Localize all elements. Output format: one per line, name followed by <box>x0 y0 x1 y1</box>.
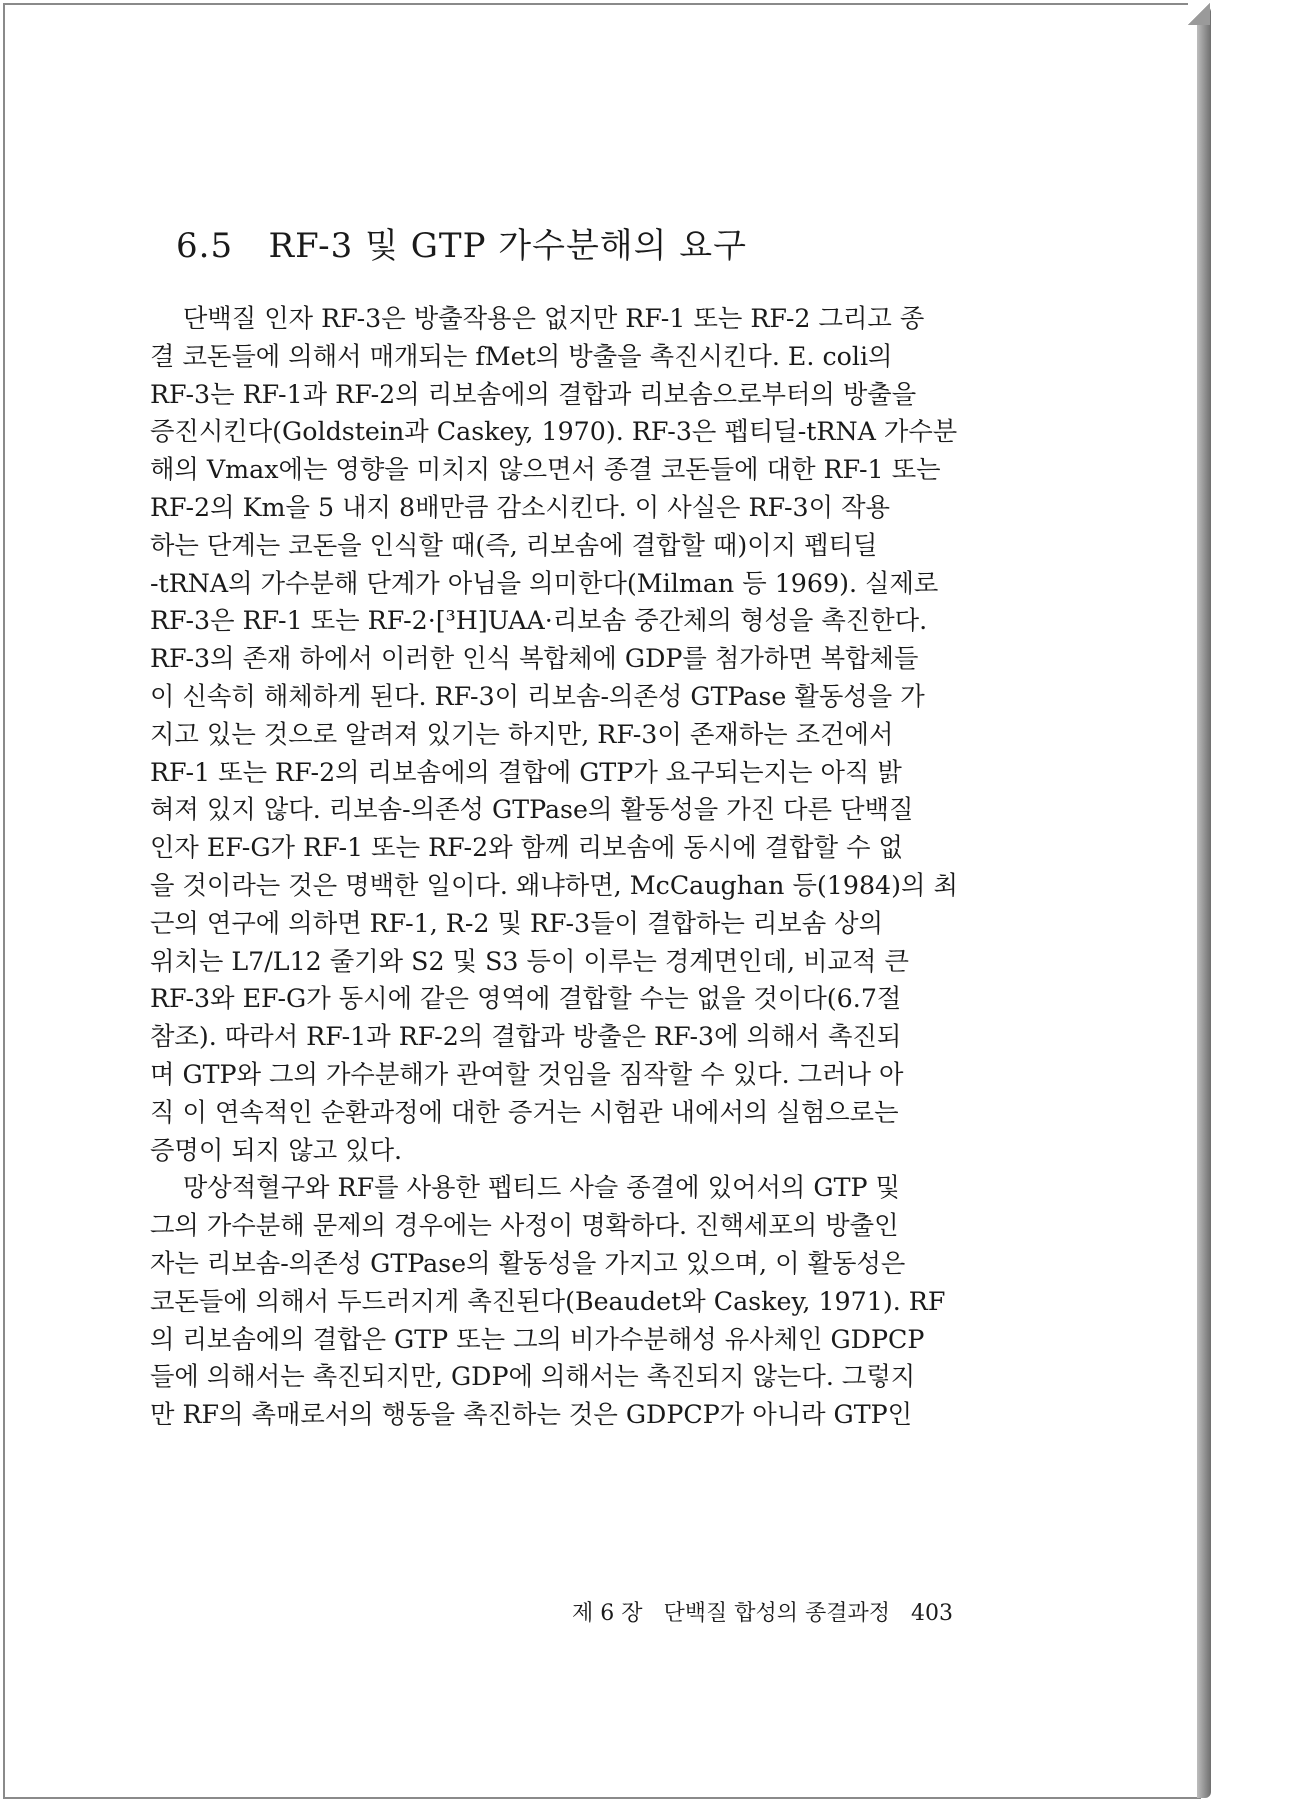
body-text <box>150 300 1025 1434</box>
text-line: 들에 의해서는 촉진되지만, GDP에 의해서는 촉진되지 않는다. 그렇지 <box>150 1362 916 1392</box>
text-line: 만 RF의 촉매로서의 행동을 촉진하는 것은 GDPCP가 아니라 GTP인 <box>150 1400 913 1430</box>
text-line: 결 코돈들에 의해서 매개되는 fMet의 방출을 촉진시킨다. E. coli의 <box>150 341 893 371</box>
text-line: 직 이 연속적인 순환과정에 대한 증거는 시험관 내에서의 실험으로는 <box>150 1097 899 1127</box>
section-number: 6.5 <box>176 226 234 266</box>
page-footer <box>572 1596 967 1627</box>
text-line: -tRNA의 가수분해 단계가 아님을 의미한다(Milman 등 1969). 실제로 <box>150 568 939 598</box>
text-line: 며 GTP와 그의 가수분해가 관여할 것임을 짐작할 수 있다. 그러나 아 <box>150 1059 904 1089</box>
page-edge <box>1197 6 1211 1798</box>
text-line: 코돈들에 의해서 두드러지게 촉진된다(Beaudet와 Caskey, 1971). RF <box>150 1286 946 1316</box>
section-heading <box>176 218 747 267</box>
text-line: 그의 가수분해 문제의 경우에는 사정이 명확하다. 진핵세포의 방출인 <box>150 1211 899 1241</box>
text-line: 증명이 되지 않고 있다. <box>150 1135 403 1165</box>
text-line: 해의 Vmax에는 영향을 미치지 않으면서 종결 코돈들에 대한 RF-1 또는 <box>150 455 941 485</box>
text-line: 지고 있는 것으로 알려져 있기는 하지만, RF-3이 존재하는 조건에서 <box>150 719 894 749</box>
page-number: 403 <box>911 1601 954 1626</box>
page-corner <box>1188 3 1210 25</box>
text-line: 참조). 따라서 RF-1과 RF-2의 결합과 방출은 RF-3에 의해서 촉진되 <box>150 1022 902 1052</box>
chapter-title: 단백질 합성의 종결과정 <box>663 1601 891 1626</box>
text-line: 위치는 L7/L12 줄기와 S2 및 S3 등이 이루는 경계면인데, 비교적 큰 <box>150 946 909 976</box>
text-line: 자는 리보솜-의존성 GTPase의 활동성을 가지고 있으며, 이 활동성은 <box>150 1248 906 1278</box>
text-line: RF-3와 EF-G가 동시에 같은 영역에 결합할 수는 없을 것이다(6.7절 <box>150 984 902 1014</box>
text-line: 망상적혈구와 RF를 사용한 펩티드 사슬 종결에 있어서의 GTP 및 <box>182 1173 900 1203</box>
text-line: RF-2의 Km을 5 내지 8배만큼 감소시킨다. 이 사실은 RF-3이 작용 <box>150 492 890 522</box>
text-line: 단백질 인자 RF-3은 방출작용은 없지만 RF-1 또는 RF-2 그리고 종 <box>182 304 925 333</box>
text-line: 증진시킨다(Goldstein과 Caskey, 1970). RF-3은 펩티딜-tRNA 가수분 <box>150 417 958 447</box>
section-title: RF-3 및 GTP 가수분해의 요구 <box>268 226 747 266</box>
text-line: 이 신속히 해체하게 된다. RF-3이 리보솜-의존성 GTPase 활동성을 가 <box>150 681 925 711</box>
text-line: RF-3의 존재 하에서 이러한 인식 복합체에 GDP를 첨가하면 복합체들 <box>150 644 919 674</box>
text-line: RF-1 또는 RF-2의 리보솜에의 결합에 GTP가 요구되는지는 아직 밝 <box>150 757 902 787</box>
chapter-label: 제 6 장 <box>572 1601 643 1626</box>
text-line: 혀져 있지 않다. 리보솜-의존성 GTPase의 활동성을 가진 다른 단백질 <box>150 795 914 825</box>
text-line: 의 리보솜에의 결합은 GTP 또는 그의 비가수분해성 유사체인 GDPCP <box>150 1324 925 1354</box>
text-line: 인자 EF-G가 RF-1 또는 RF-2와 함께 리보솜에 동시에 결합할 수 없 <box>150 833 903 863</box>
text-line: 을 것이라는 것은 명백한 일이다. 왜냐하면, McCaughan 등(1984)의 최 <box>150 870 958 900</box>
text-line: 근의 연구에 의하면 RF-1, R-2 및 RF-3들이 결합하는 리보솜 상의 <box>150 908 884 938</box>
text-line: RF-3은 RF-1 또는 RF-2·[³H]UAA·리보솜 중간체의 형성을 촉진한다. <box>150 606 928 636</box>
text-line: RF-3는 RF-1과 RF-2의 리보솜에의 결합과 리보솜으로부터의 방출을 <box>150 379 917 409</box>
text-line: 하는 단계는 코돈을 인식할 때(즉, 리보솜에 결합할 때)이지 펩티딜 <box>150 530 878 560</box>
